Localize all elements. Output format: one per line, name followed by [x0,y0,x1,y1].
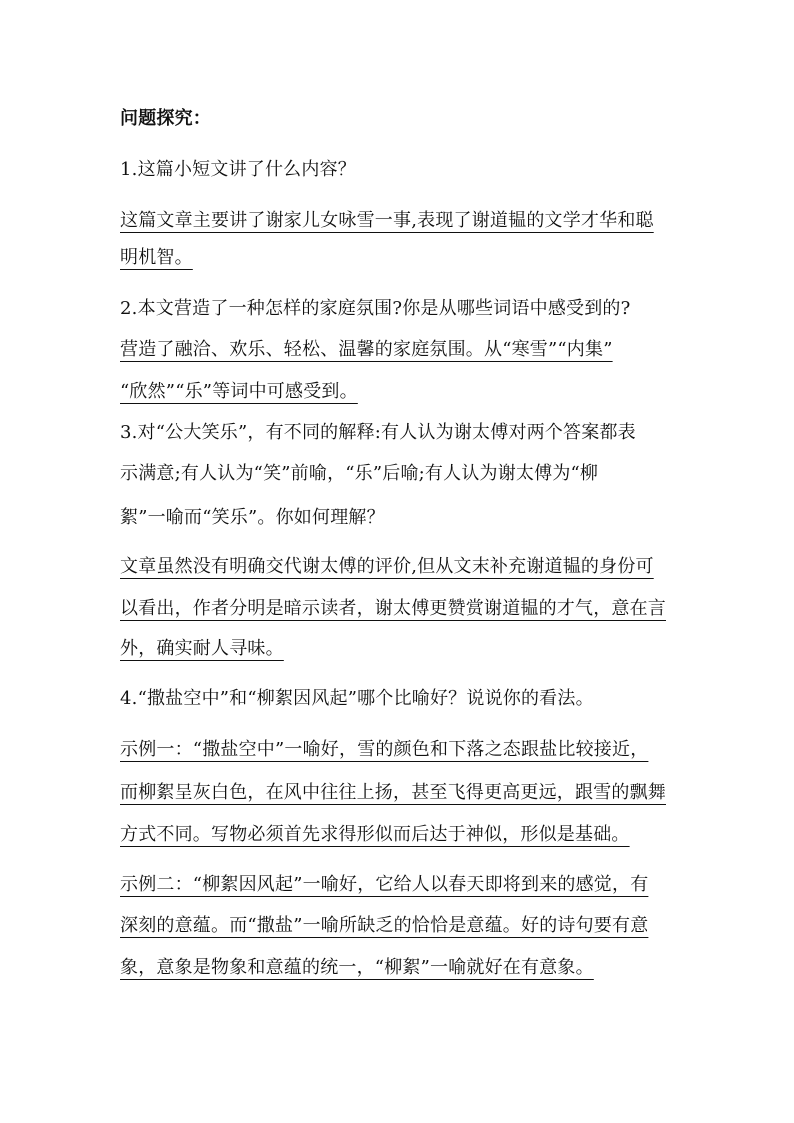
answer-3-line-3: 外，确实耐人寻味。 [120,638,284,659]
question-4: 4.“撒盐空中”和“柳絮因风起”哪个比喻好？说说你的看法。 [120,688,594,709]
section-heading: 问题探究： [120,108,211,129]
question-3-line-2: 示满意;有人认为“笑”前喻，“乐”后喻;有人认为谢太傅为“柳 [120,463,599,484]
answer-4-example-1-line-3: 方式不同。写物必须首先求得形似而后达于神似，形似是基础。 [120,824,630,845]
question-3-line-3: 絮”一喻而“笑乐”。你如何理解？ [120,507,385,528]
answer-1-line-1: 这篇文章主要讲了谢家儿女咏雪一事,表现了谢道韫的文学才华和聪 [120,210,654,231]
question-2: 2.本文营造了一种怎样的家庭氛围?你是从哪些词语中感受到的? [120,298,631,319]
answer-1-line-2: 明机智。 [120,247,193,268]
answer-3-line-2: 以看出，作者分明是暗示读者，谢太傅更赞赏谢道韫的才气，意在言 [120,598,666,619]
answer-4-example-1-line-1: 示例一：“撒盐空中”一喻好，雪的颜色和下落之态跟盐比较接近， [120,739,649,760]
answer-2-line-1: 营造了融洽、欢乐、轻松、温馨的家庭氛围。从“寒雪”“内集” [120,339,613,360]
answer-2-line-2: “欣然”“乐”等词中可感受到。 [120,381,358,402]
question-3-line-1: 3.对“公大笑乐”，有不同的解释:有人认为谢太傅对两个答案都表 [120,422,636,443]
answer-4-example-2-line-3: 象，意象是物象和意蕴的统一，“柳絮”一喻就好在有意象。 [120,957,594,978]
answer-4-example-2-line-2: 深刻的意蕴。而“撒盐”一喻所缺乏的恰恰是意蕴。好的诗句要有意 [120,915,649,936]
answer-3-line-1: 文章虽然没有明确交代谢太傅的评价,但从文末补充谢道韫的身份可 [120,556,654,577]
question-1: 1.这篇小短文讲了什么内容？ [120,159,356,180]
answer-4-example-2-line-1: 示例二：“柳絮因风起”一喻好，它给人以春天即将到来的感觉，有 [120,874,649,895]
answer-4-example-1-line-2: 而柳絮呈灰白色，在风中往往上扬，甚至飞得更高更远，跟雪的飘舞 [120,782,666,803]
